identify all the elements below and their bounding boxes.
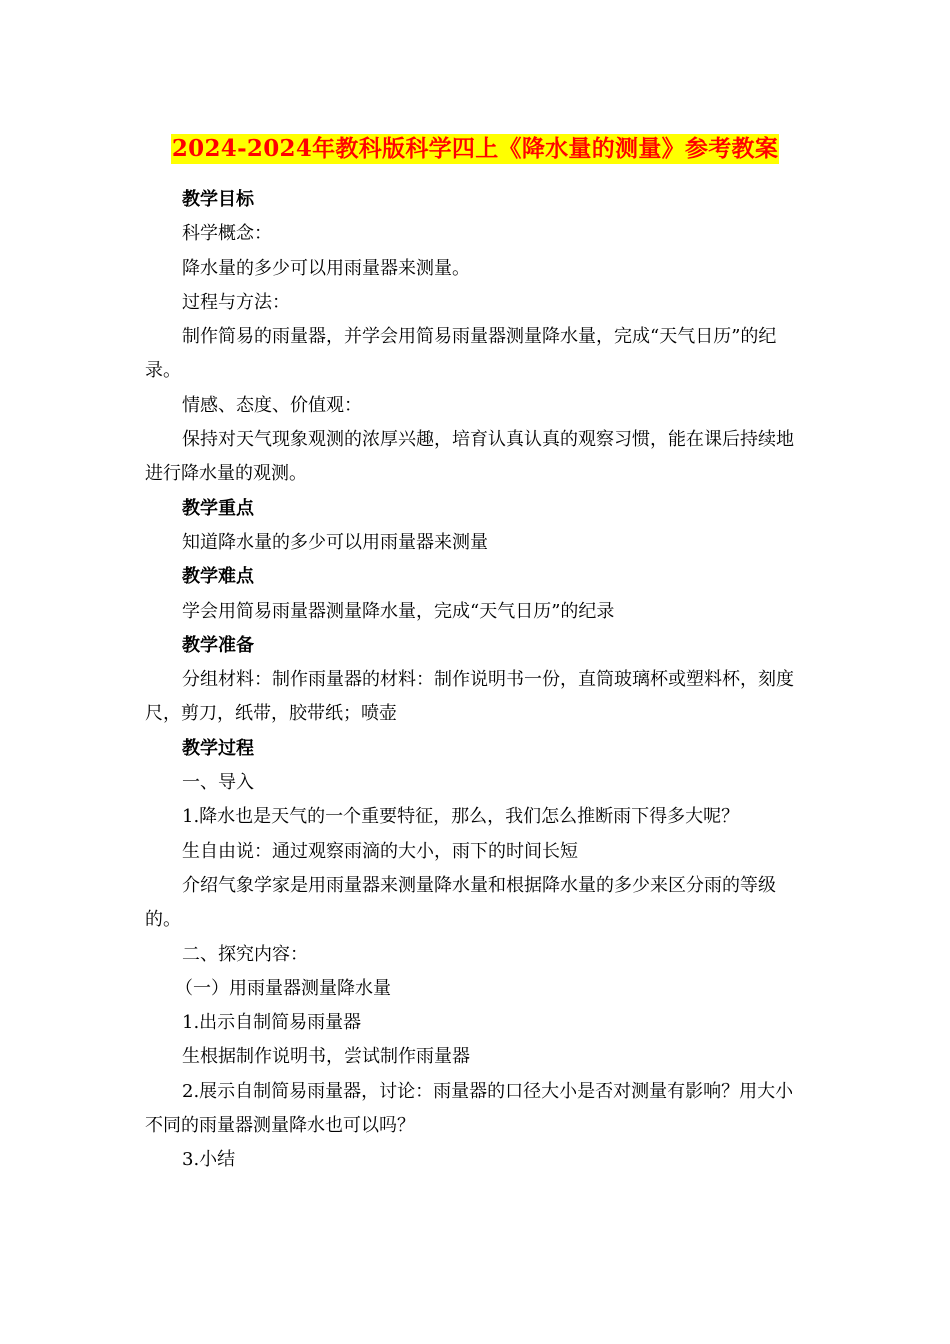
heading-teaching-preparation: 教学准备: [182, 634, 254, 656]
paragraph: 学会用简易雨量器测量降水量，完成“天气日历”的纪录: [182, 600, 615, 622]
paragraph: 3.小结: [182, 1149, 236, 1171]
paragraph: 生自由说：通过观察雨滴的大小，雨下的时间长短: [182, 840, 578, 862]
document-title: 2024-2024年教科版科学四上《降水量的测量》参考教案: [171, 135, 779, 162]
heading-teaching-goals: 教学目标: [182, 189, 254, 210]
paragraph: 分组材料：制作雨量器的材料：制作说明书一份，直筒玻璃杯或塑料杯，刻度尺，剪刀，纸带，胶带纸；喷壶: [145, 669, 794, 725]
paragraph: 科学概念：: [182, 223, 272, 245]
paragraph: （一）用雨量器测量降水量: [175, 977, 391, 999]
title-container: [0, 134, 950, 164]
heading-teaching-process: 教学过程: [182, 737, 254, 759]
paragraph: 降水量的多少可以用雨量器来测量。: [182, 257, 470, 279]
paragraph: 生根据制作说明书，尝试制作雨量器: [182, 1046, 470, 1068]
paragraph: 1.出示自制简易雨量器: [182, 1012, 362, 1034]
document-body: [145, 183, 810, 1178]
paragraph: 1.降水也是天气的一个重要特征，那么，我们怎么推断雨下得多大呢？: [182, 806, 740, 828]
heading-teaching-difficulty: 教学难点: [182, 566, 254, 588]
paragraph: 过程与方法：: [182, 291, 290, 313]
paragraph: 制作简易的雨量器，并学会用简易雨量器测量降水量，完成“天气日历”的纪录。: [145, 326, 777, 382]
paragraph: 一、导入: [182, 772, 254, 794]
paragraph: 知道降水量的多少可以用雨量器来测量: [182, 531, 488, 553]
paragraph: 情感、态度、价值观：: [182, 394, 362, 416]
paragraph: 介绍气象学家是用雨量器来测量降水量和根据降水量的多少来区分雨的等级的。: [145, 874, 776, 931]
paragraph: 保持对天气现象观测的浓厚兴趣，培育认真认真的观察习惯，能在课后持续地进行降水量的观测。: [145, 429, 794, 485]
paragraph: 2.展示自制简易雨量器，讨论：雨量器的口径大小是否对测量有影响？用大小不同的雨量器测量降水也可以吗？: [145, 1080, 794, 1137]
paragraph: 二、探究内容：: [182, 943, 308, 965]
heading-teaching-focus: 教学重点: [182, 497, 254, 519]
